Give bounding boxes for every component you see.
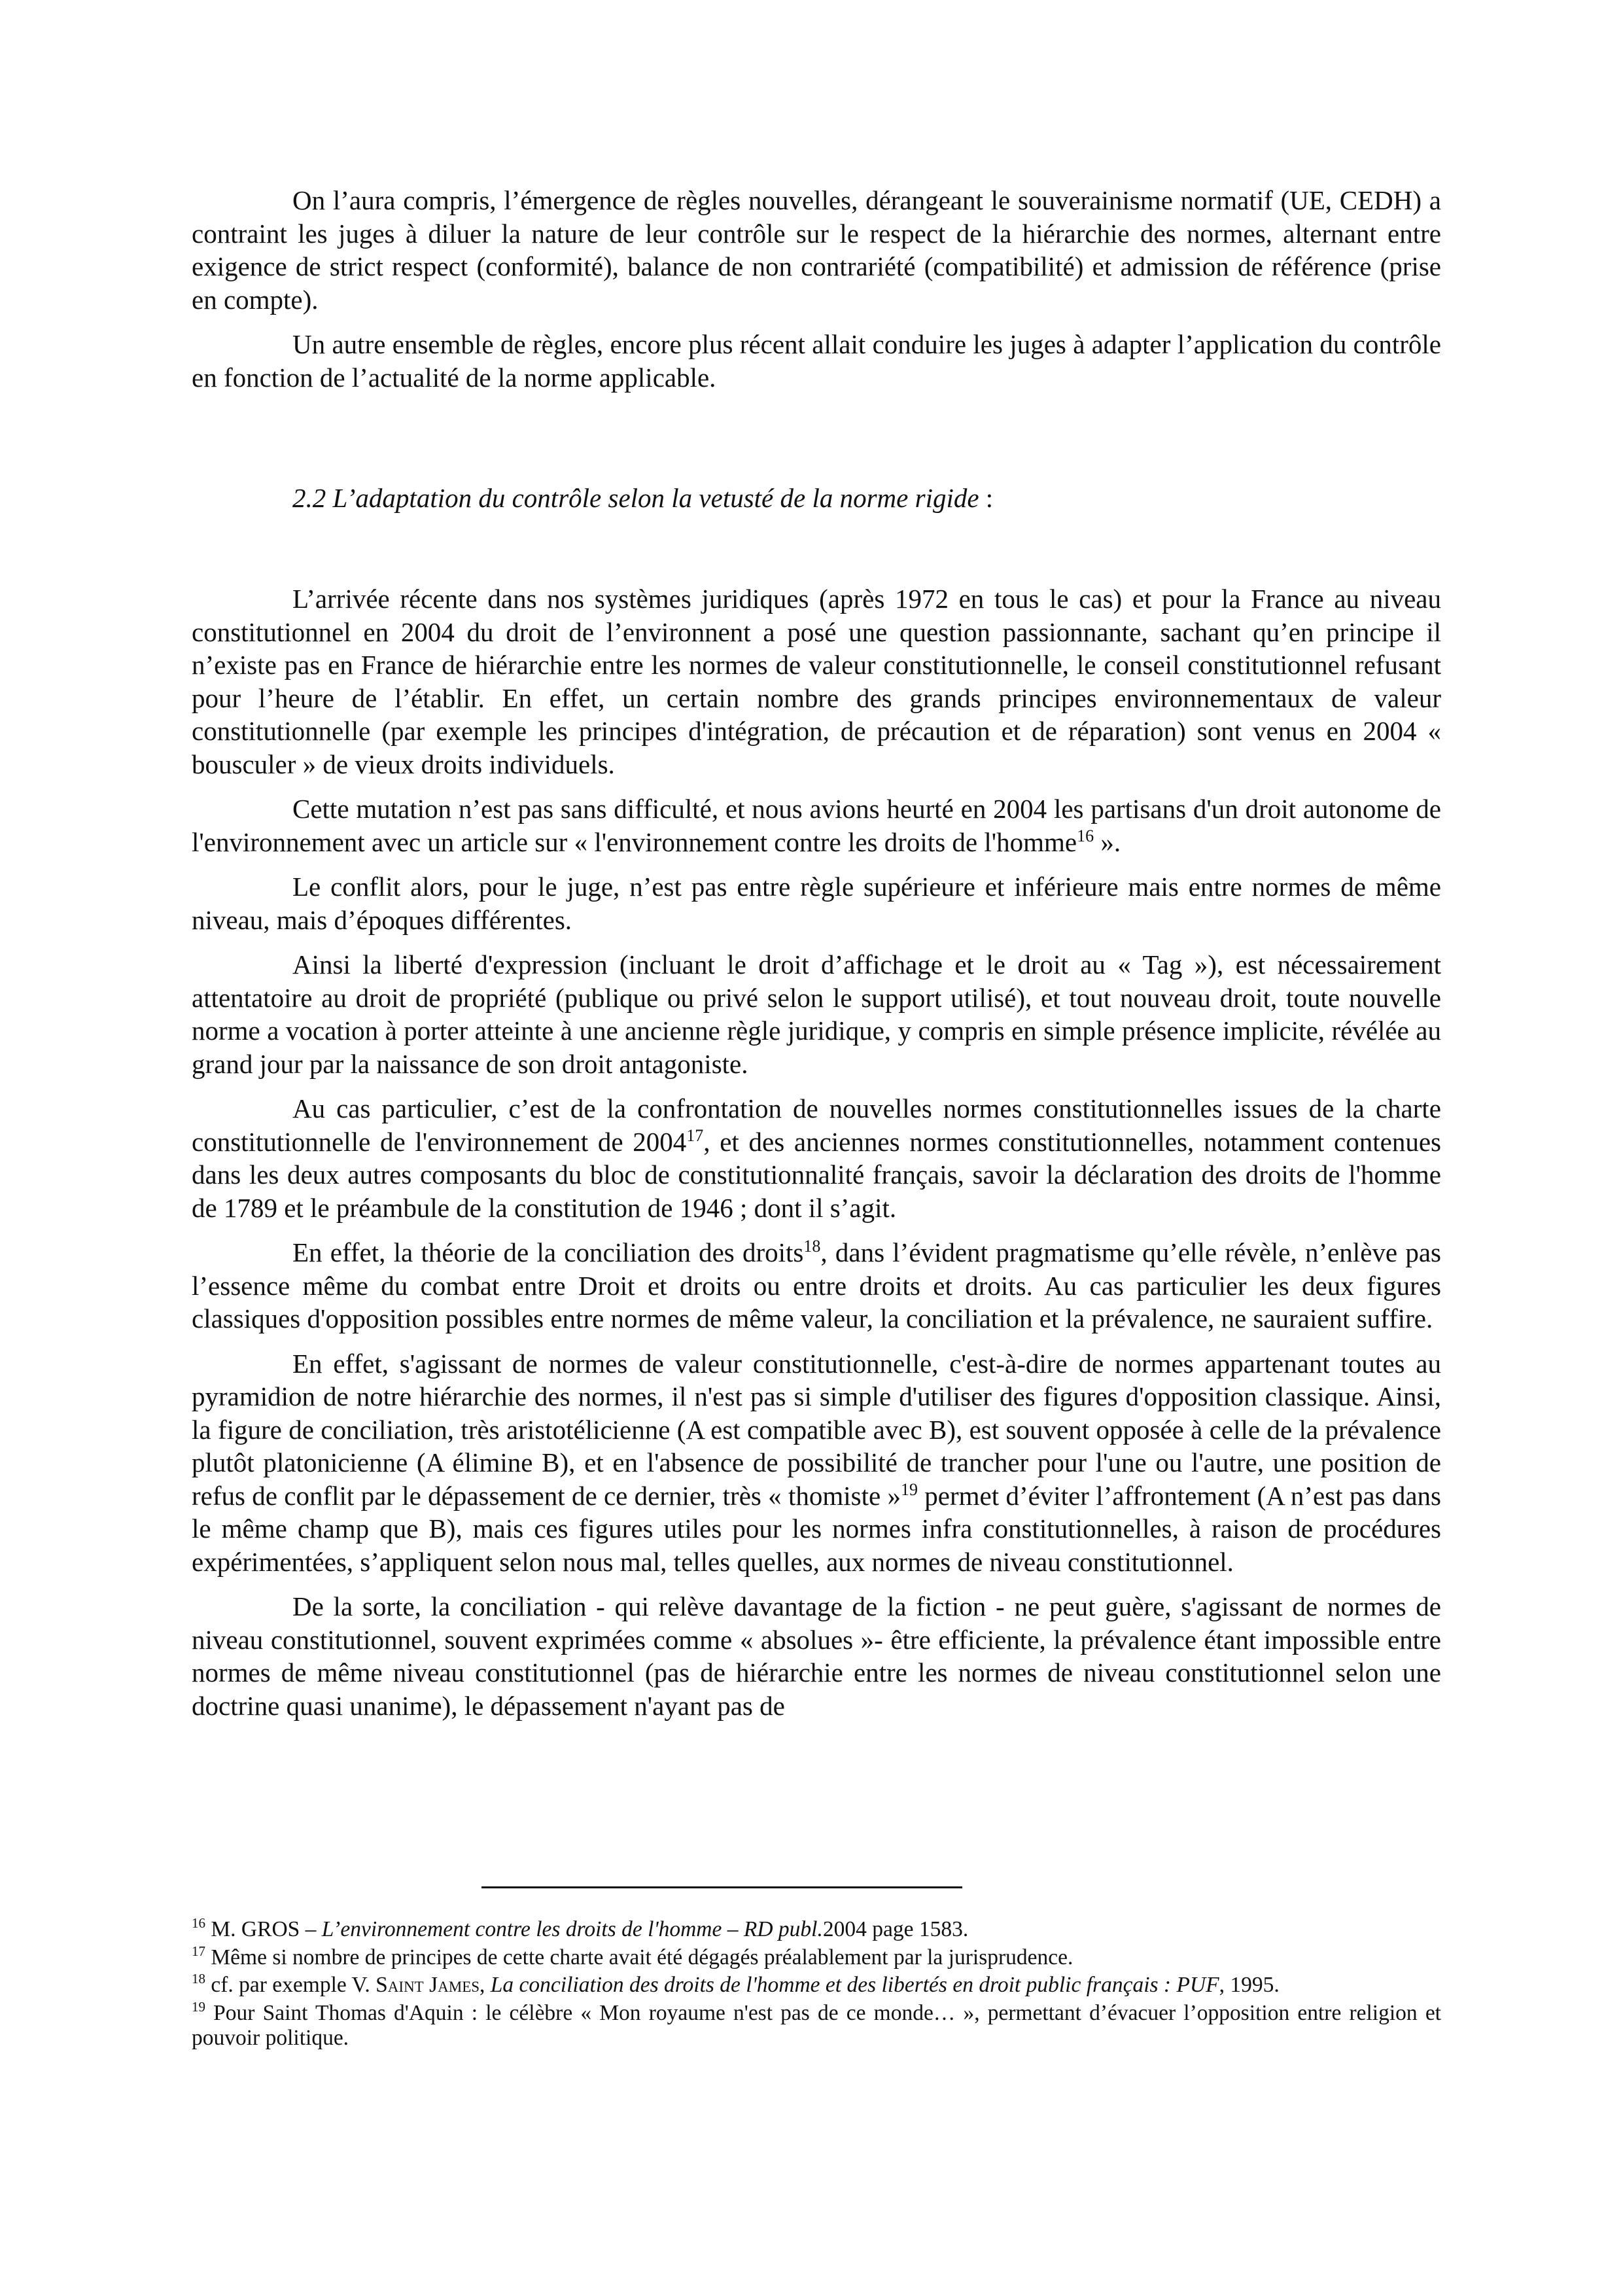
- paragraph-text: Cette mutation n’est pas sans difficulté, et nous avions heurté en 2004 les partisans d'un droit autonome de l'environnement avec un article sur « l'environnement contre les droits de l'homme: [192, 794, 1441, 857]
- footnote: [192, 1917, 1441, 1943]
- footnote-number: 18: [192, 1971, 205, 1987]
- footnote-separator: [481, 1886, 962, 1888]
- paragraph: Un autre ensemble de règles, encore plus récent allait conduire les juges à adapter l’application du contrôle en fonction de l’actualité de la norme applicable.: [192, 329, 1441, 393]
- paragraph: [192, 1092, 1441, 1224]
- footnote-ref[interactable]: 17: [686, 1125, 704, 1145]
- footnote-ref[interactable]: 18: [803, 1237, 821, 1256]
- paragraph-text: Au cas particulier, c’est de la confrontation de nouvelles normes constitutionnelles issues de la charte constitutionnelle de l'environnement de 2004: [192, 1093, 1441, 1157]
- paragraph-text: En effet, la théorie de la conciliation des droits: [292, 1237, 804, 1267]
- paragraph: De la sorte, la conciliation - qui relève davantage de la fiction - ne peut guère, s'agissant de normes de niveau constitutionnel, souvent exprimées comme « absolues »- être efficiente, la prévalence étant impossible entre normes de même niveau constitutionnel (pas de hiérarchie entre les normes de niveau constitutionnel selon une doctrine quasi unanime), le dépassement n'ayant pas de: [192, 1591, 1441, 1721]
- footnote-italic: L’environnement contre les droits de l'homme – RD publ.: [321, 1917, 823, 1941]
- paragraph-text: permet d’éviter l’affrontement (A n’est pas dans le même champ que B), mais ces figures utiles pour les normes infra constitutionnelles, à raison de procédures expérimentées, s’appliquent selon nous mal, telles quelles, aux normes de niveau constitutionnel.: [192, 1480, 1441, 1577]
- paragraph: Le conflit alors, pour le juge, n’est pas entre règle supérieure et inférieure mais entre normes de même niveau, mais d’époques différentes.: [192, 872, 1441, 935]
- paragraph: On l’aura compris, l’émergence de règles nouvelles, dérangeant le souverainisme normatif (UE, CEDH) a contraint les juges à diluer la nature de leur contrôle sur le respect de la hiérarchie des normes, alternant entre exigence de strict respect (conformité), balance de non contrariété (compatibilité) et admission de référence (prise en compte).: [192, 185, 1441, 315]
- footnote-number: 19: [192, 1998, 205, 2015]
- section-heading-title: 2.2 L’adaptation du contrôle selon la vetusté de la norme rigide: [292, 483, 979, 513]
- paragraph-text: , et des anciennes normes constitutionnelles, notamment contenues dans les deux autres composants du bloc de constitutionnalité français, savoir la déclaration des droits de l'homme de 1789 et le préambule de la constitution de 1946 ; dont il s’agit.: [192, 1126, 1441, 1223]
- footnote-text: Pour Saint Thomas d'Aquin : le célèbre « Mon royaume n'est pas de ce monde… », permettant d’évacuer l’opposition entre religion et pouvoir politique.: [192, 2000, 1441, 2050]
- paragraph-text: , dans l’évident pragmatisme qu’elle révèle, n’enlève pas l’essence même du combat entre Droit et droits ou entre droits et droits. Au cas particulier les deux figures classiques d'opposition possibles entre normes de même valeur, la conciliation et la prévalence, ne sauraient suffire.: [192, 1237, 1441, 1333]
- paragraph-text: ».: [1094, 826, 1121, 857]
- footnote-text: , 1995.: [1219, 1973, 1280, 1997]
- paragraph: [192, 1347, 1441, 1579]
- section-heading-suffix: :: [979, 483, 994, 513]
- footnote: [192, 1998, 1441, 2051]
- paragraph: [192, 792, 1441, 858]
- footnote-number: 17: [192, 1943, 205, 1959]
- footnote-number: 16: [192, 1915, 205, 1931]
- paragraph: [192, 1236, 1441, 1335]
- footnote: [192, 1973, 1441, 1998]
- intro-text: [192, 184, 1441, 406]
- footnote-ref[interactable]: 16: [1077, 826, 1094, 845]
- footnote-ref[interactable]: 19: [901, 1479, 918, 1499]
- paragraph: L’arrivée récente dans nos systèmes juridiques (après 1972 en tous le cas) et pour la France au niveau constitutionnel en 2004 du droit de l’environnent a posé une question passionnante, sachant qu’en principe il n’existe pas en France de hiérarchie entre les normes de valeur constitutionnelle, le conseil constitutionnel refusant pour l’heure de l’établir. En effet, un certain nombre des grands principes environnementaux de valeur constitutionnelle (par exemple les principes d'intégration, de précaution et de réparation) sont venus en 2004 « bousculer » de vieux droits individuels.: [192, 584, 1441, 779]
- footnote-text: 2004 page 1583.: [822, 1917, 969, 1941]
- paragraph: Ainsi la liberté d'expression (incluant le droit d’affichage et le droit au « Tag »), est nécessairement attentatoire au droit de propriété (publique ou privé selon le support utilisé), et tout nouveau droit, toute nouvelle norme a vocation à porter atteinte à une ancienne règle juridique, y compris en simple présence implicite, révélée au grand jour par la naissance de son droit antagoniste.: [192, 949, 1441, 1079]
- footnotes: [192, 1917, 1441, 2054]
- section-text: [192, 582, 1441, 1722]
- section-heading: [292, 482, 993, 514]
- footnote-author: Saint James: [375, 1973, 480, 1997]
- footnote-text: ,: [480, 1973, 491, 1997]
- footnote-text: cf. par exemple V.: [205, 1973, 376, 1997]
- footnote-text: Même si nombre de principes de cette charte avait été dégagés préalablement par la jurisprudence.: [205, 1945, 1073, 1969]
- footnote-text: M. GROS –: [205, 1917, 322, 1941]
- paragraph-text: En effet, s'agissant de normes de valeur constitutionnelle, c'est-à-dire de normes appartenant toutes au pyramidion de notre hiérarchie des normes, il n'est pas si simple d'utiliser des figures d'opposition classique. Ainsi, la figure de conciliation, très aristotélicienne (A est compatible avec B), est souvent opposée à celle de la prévalence plutôt platonicienne (A élimine B), et en l'absence de possibilité de trancher pour l'une ou l'autre, une position de refus de conflit par le dépassement de ce dernier, très « thomiste »: [192, 1348, 1441, 1511]
- footnote: [192, 1945, 1441, 1971]
- footnote-italic: La conciliation des droits de l'homme et des libertés en droit public français : PUF: [490, 1973, 1219, 1997]
